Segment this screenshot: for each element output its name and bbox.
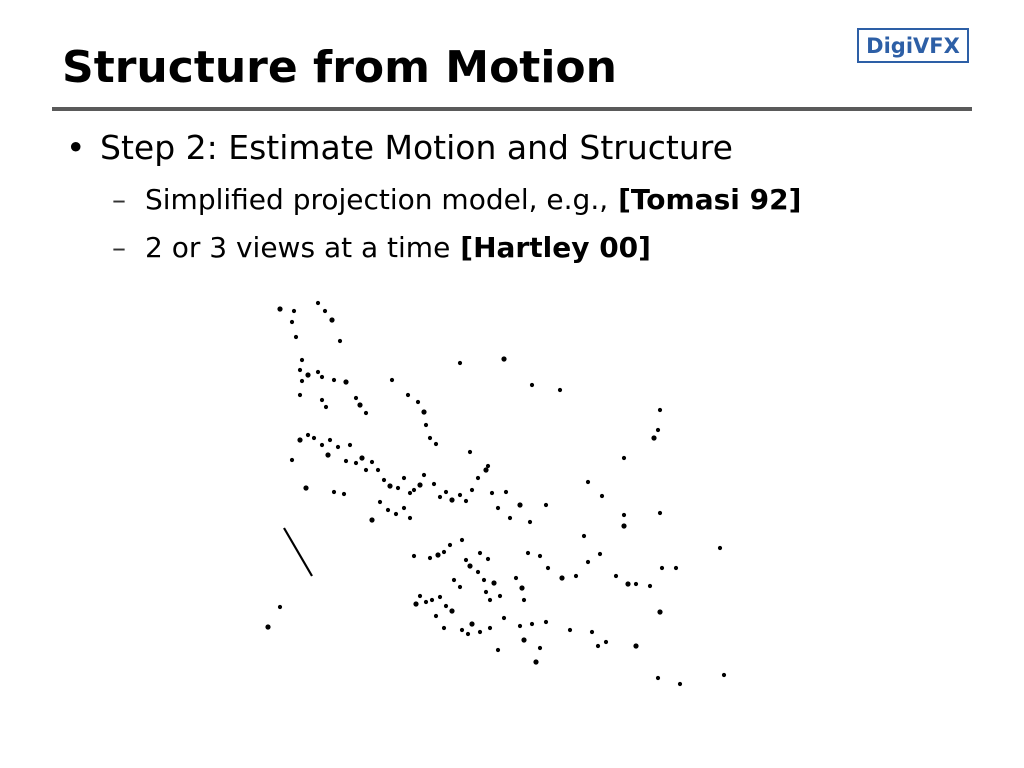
- point-cloud-dot: [316, 301, 320, 305]
- point-cloud-dot: [528, 520, 532, 524]
- point-cloud-dot: [324, 405, 328, 409]
- point-cloud-dot: [338, 339, 342, 343]
- point-cloud-dot: [658, 511, 662, 515]
- point-cloud-dot: [521, 637, 526, 642]
- point-cloud-dot: [488, 598, 492, 602]
- point-cloud-dot: [491, 580, 496, 585]
- point-cloud-dot: [332, 490, 336, 494]
- point-cloud-dot: [614, 574, 618, 578]
- point-cloud-dot: [658, 408, 662, 412]
- point-cloud-dot: [300, 379, 304, 383]
- point-cloud-dot: [265, 624, 270, 629]
- point-cloud-dot: [514, 576, 518, 580]
- point-cloud-dot: [574, 574, 578, 578]
- point-cloud-dot: [656, 676, 660, 680]
- dash-marker: –: [112, 183, 126, 216]
- point-cloud-dot: [533, 659, 538, 664]
- point-cloud-dot: [604, 640, 608, 644]
- point-cloud-dot: [408, 516, 412, 520]
- point-cloud-dot: [622, 513, 626, 517]
- point-cloud-dot: [298, 393, 302, 397]
- point-cloud-dot: [438, 595, 442, 599]
- point-cloud-dot: [558, 388, 562, 392]
- point-cloud-dot: [470, 488, 474, 492]
- citation: [Tomasi 92]: [618, 183, 802, 216]
- point-cloud-dot: [657, 609, 662, 614]
- point-cloud-dot: [402, 506, 406, 510]
- point-cloud-dot: [418, 594, 422, 598]
- point-cloud-dot: [329, 317, 334, 322]
- point-cloud-dot: [378, 500, 382, 504]
- point-cloud-dot: [290, 320, 294, 324]
- point-cloud-dot: [530, 383, 534, 387]
- point-cloud-dot: [442, 626, 446, 630]
- point-cloud-dot: [422, 473, 426, 477]
- point-cloud-dot: [396, 486, 400, 490]
- point-cloud-dot: [634, 582, 638, 586]
- point-cloud-dot: [498, 594, 502, 598]
- point-cloud-dot: [674, 566, 678, 570]
- point-cloud-dot: [320, 375, 324, 379]
- point-cloud-dot: [336, 445, 340, 449]
- point-cloud-dot: [428, 436, 432, 440]
- point-cloud-dot: [278, 605, 282, 609]
- point-cloud-dot: [486, 557, 490, 561]
- point-cloud-dot: [648, 584, 652, 588]
- point-cloud-dot: [300, 358, 304, 362]
- point-cloud-dot: [386, 508, 390, 512]
- point-cloud-dot: [458, 493, 462, 497]
- point-cloud-dot: [722, 673, 726, 677]
- point-cloud-dot: [530, 622, 534, 626]
- point-cloud-dot: [312, 436, 316, 440]
- point-cloud-dot: [408, 491, 412, 495]
- point-cloud-dot: [482, 578, 486, 582]
- point-cloud-dot: [359, 455, 364, 460]
- logo-digi-text: Digi: [866, 33, 914, 58]
- point-cloud-dot: [382, 478, 386, 482]
- point-cloud-dot: [458, 361, 462, 365]
- point-cloud-dot: [596, 644, 600, 648]
- point-cloud-dot: [406, 393, 410, 397]
- point-cloud-dot: [476, 570, 480, 574]
- point-cloud-dot: [325, 452, 330, 457]
- point-cloud-dot: [348, 443, 352, 447]
- point-cloud-dot: [320, 398, 324, 402]
- point-cloud-dot: [394, 512, 398, 516]
- point-cloud-line-segment: [284, 528, 312, 576]
- point-cloud-dot: [328, 438, 332, 442]
- dash-marker: –: [112, 231, 126, 264]
- point-cloud-dot: [460, 538, 464, 542]
- point-cloud-dot: [452, 578, 456, 582]
- point-cloud-dot: [464, 499, 468, 503]
- point-cloud-dot: [320, 443, 324, 447]
- point-cloud-dot: [586, 480, 590, 484]
- point-cloud-dot: [517, 502, 522, 507]
- point-cloud-dot: [424, 600, 428, 604]
- point-cloud-dot: [502, 616, 506, 620]
- slide-title: Structure from Motion: [62, 42, 617, 93]
- point-cloud-dot: [303, 485, 308, 490]
- point-cloud-dot: [496, 648, 500, 652]
- bullet-marker: •: [66, 128, 86, 167]
- point-cloud-points: [265, 301, 726, 686]
- point-cloud-dot: [568, 628, 572, 632]
- point-cloud-dot: [488, 626, 492, 630]
- point-cloud-dot: [434, 614, 438, 618]
- point-cloud-dot: [435, 552, 440, 557]
- point-cloud-dot: [469, 621, 474, 626]
- point-cloud-dot: [344, 459, 348, 463]
- point-cloud-dot: [656, 428, 660, 432]
- point-cloud-dot: [290, 458, 294, 462]
- point-cloud-dot: [449, 608, 454, 613]
- point-cloud-dot: [442, 550, 446, 554]
- point-cloud-dot: [402, 476, 406, 480]
- point-cloud-dot: [600, 494, 604, 498]
- point-cloud-dot: [424, 423, 428, 427]
- point-cloud-dot: [508, 516, 512, 520]
- point-cloud-dot: [621, 523, 626, 528]
- point-cloud-dot: [460, 628, 464, 632]
- point-cloud-dot: [292, 309, 296, 313]
- point-cloud-dot: [342, 492, 346, 496]
- point-cloud-dot: [458, 585, 462, 589]
- point-cloud-dot: [421, 409, 426, 414]
- point-cloud-dot: [316, 370, 320, 374]
- point-cloud-dot: [468, 450, 472, 454]
- point-cloud-dot: [538, 554, 542, 558]
- point-cloud-dot: [496, 506, 500, 510]
- point-cloud-dot: [297, 437, 302, 442]
- point-cloud-dot: [444, 490, 448, 494]
- point-cloud-dot: [364, 468, 368, 472]
- bullet-text: Step 2: Estimate Motion and Structure: [100, 128, 733, 167]
- point-cloud-dot: [651, 435, 656, 440]
- point-cloud-dot: [390, 378, 394, 382]
- point-cloud-dot: [483, 467, 488, 472]
- point-cloud-dot: [484, 590, 488, 594]
- point-cloud-dot: [343, 379, 348, 384]
- point-cloud-dot: [559, 575, 564, 580]
- point-cloud-dot: [490, 491, 494, 495]
- sub-bullet-text: 2 or 3 views at a time: [145, 231, 451, 264]
- point-cloud-dot: [448, 543, 452, 547]
- point-cloud-dot: [444, 604, 448, 608]
- point-cloud-dot: [449, 497, 454, 502]
- sub-bullet-text: Simplified projection model, e.g.,: [145, 183, 609, 216]
- point-cloud-dot: [370, 460, 374, 464]
- point-cloud-dot: [519, 585, 524, 590]
- point-cloud-dot: [428, 556, 432, 560]
- point-cloud-dot: [412, 488, 416, 492]
- point-cloud-dot: [478, 630, 482, 634]
- point-cloud-dot: [522, 598, 526, 602]
- point-cloud-dot: [417, 482, 422, 487]
- point-cloud-dot: [294, 335, 298, 339]
- point-cloud-dot: [598, 552, 602, 556]
- point-cloud-dot: [518, 624, 522, 628]
- point-cloud-dot: [332, 378, 336, 382]
- point-cloud-dot: [432, 482, 436, 486]
- point-cloud-dot: [467, 563, 472, 568]
- point-cloud-dot: [501, 356, 506, 361]
- point-cloud-dot: [544, 620, 548, 624]
- point-cloud-dot: [323, 309, 327, 313]
- point-cloud-dot: [582, 534, 586, 538]
- point-cloud-dot: [464, 558, 468, 562]
- point-cloud-dot: [544, 503, 548, 507]
- point-cloud-dot: [625, 581, 630, 586]
- point-cloud-dot: [466, 632, 470, 636]
- point-cloud-dot: [526, 551, 530, 555]
- point-cloud-dot: [476, 476, 480, 480]
- point-cloud-dot: [678, 682, 682, 686]
- point-cloud-dot: [354, 396, 358, 400]
- point-cloud-dot: [306, 433, 310, 437]
- point-cloud-dot: [277, 306, 282, 311]
- point-cloud-dot: [586, 560, 590, 564]
- point-cloud-dot: [478, 551, 482, 555]
- point-cloud-dot: [718, 546, 722, 550]
- point-cloud-dot: [298, 368, 302, 372]
- point-cloud-dot: [504, 490, 508, 494]
- point-cloud-dot: [538, 646, 542, 650]
- point-cloud-dot: [416, 400, 420, 404]
- point-cloud-dot: [357, 402, 362, 407]
- point-cloud-dot: [413, 601, 418, 606]
- point-cloud-dot: [369, 517, 374, 522]
- point-cloud-dot: [305, 372, 310, 377]
- point-cloud-dot: [376, 468, 380, 472]
- citation: [Hartley 00]: [460, 231, 651, 264]
- point-cloud-dot: [387, 483, 392, 488]
- point-cloud-dot: [660, 566, 664, 570]
- point-cloud-dot: [354, 461, 358, 465]
- point-cloud-dot: [438, 495, 442, 499]
- point-cloud-dot: [412, 554, 416, 558]
- point-cloud-dot: [590, 630, 594, 634]
- point-cloud-dot: [622, 456, 626, 460]
- point-cloud-dot: [364, 411, 368, 415]
- point-cloud-dot: [546, 566, 550, 570]
- point-cloud-dot: [430, 598, 434, 602]
- point-cloud-dot: [633, 643, 638, 648]
- point-cloud-dot: [434, 442, 438, 446]
- logo-vfx-text: VFX: [913, 33, 960, 58]
